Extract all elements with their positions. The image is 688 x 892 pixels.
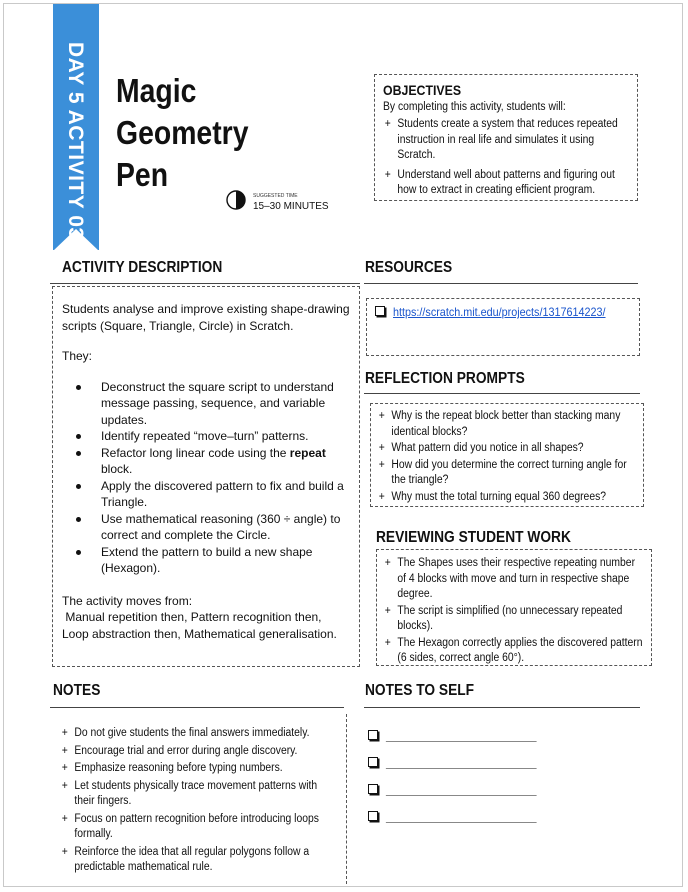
blank-line[interactable]: ________________________ [386,782,536,797]
reviewing-box [376,549,652,666]
clock-icon [226,190,246,210]
activity-item: Apply the discovered pattern to fix and build a Triangle. [62,478,350,511]
objectives-intro: By completing this activity, students will: [383,101,566,113]
reflection-item: + How did you determine the correct turning angle for the triangle? [377,458,638,489]
objective-item: + Students create a system that reduces repeated instruction in real life and simulates it using Scratch. [383,117,626,164]
reviewing-item: + The script is simplified (no unnecessary repeated blocks). [383,604,646,635]
resource-link[interactable]: https://scratch.mit.edu/projects/1317614223/ [393,305,606,319]
activity-moves-line-2: Loop abstraction then, Mathematical generalisation. [62,626,337,641]
reflection-heading: REFLECTION PROMPTS [365,370,525,387]
reflection-box [370,403,644,507]
activity-item-refactor [62,445,350,478]
reflection-item: + Why is the repeat block better than stacking many identical blocks? [377,409,638,440]
note-item: + Encourage trial and error during angle discovery. [60,744,330,760]
note-item: + Do not give students the final answers immediately. [60,726,330,742]
activity-item: Identify repeated “move–turn” patterns. [62,428,350,445]
notes-to-self-divider [364,707,640,708]
suggested-time-label: SUGGESTED TIME [253,193,298,199]
reviewing-heading: REVIEWING STUDENT WORK [376,529,571,546]
note-line-row [368,728,536,755]
note-line-row [368,809,536,836]
objective-item: + Understand well about patterns and figuring out how to extract in creating efficient program. [383,168,626,199]
day-ribbon [53,4,99,250]
activity-item: Deconstruct the square script to understand message passing, sequence, and variable updates. [62,379,350,429]
title-line-2: Pen [116,156,169,193]
resources-heading: RESOURCES [365,259,453,276]
notes-to-self-lines [368,728,536,836]
reviewing-item: + The Shapes uses their respective repeating number of 4 blocks with move and turn in respective shape degree. [383,556,646,603]
objectives-heading: OBJECTIVES [383,82,462,98]
reviewing-list [383,556,646,667]
note-line-row [368,755,536,782]
activity-item: Use mathematical reasoning (360 ÷ angle) to correct and complete the Circle. [62,511,350,544]
activity-list [62,379,350,577]
reflection-item: + Why must the total turning equal 360 degrees? [377,490,638,506]
reviewing-item: + The Hexagon correctly applies the discovered pattern (6 sides, correct angle 60°). [383,636,646,667]
checkbox-icon[interactable] [368,757,378,767]
note-line-row [368,782,536,809]
title-line-1: Magic Geometry [116,72,249,151]
checkbox-icon[interactable] [375,306,385,316]
checkbox-icon[interactable] [368,730,378,740]
page-title [116,70,322,196]
note-item: + Reinforce the idea that all regular polygons follow a predictable mathematical rule. [60,845,330,876]
suggested-time-value: 15–30 MINUTES [253,201,329,212]
ribbon-text: DAY 5 ACTIVITY 03 [64,42,87,240]
activity-they: They: [62,349,93,363]
activity-intro: Students analyse and improve existing shape-drawing scripts (Square, Triangle, Circle) in Scratch. [62,302,350,333]
reflection-item: + What pattern did you notice in all shapes? [377,441,638,457]
note-item: + Focus on pattern recognition before introducing loops formally. [60,812,330,843]
objectives-box [374,74,638,201]
notes-vertical-divider [346,714,347,884]
resources-divider [364,283,638,284]
blank-line[interactable]: ________________________ [386,755,536,770]
note-item: + Let students physically trace movement patterns with their fingers. [60,779,330,810]
activity-moves-line-1: Manual repetition then, Pattern recognition then, [62,610,322,624]
objectives-list [383,117,626,199]
checkbox-icon[interactable] [368,784,378,794]
notes-divider [50,707,344,708]
activity-heading: ACTIVITY DESCRIPTION [62,259,223,276]
repeat-keyword: repeat [289,445,326,460]
reflection-list [377,409,638,505]
activity-item: Extend the pattern to build a new shape (Hexagon). [62,544,350,577]
notes-to-self-heading: NOTES TO SELF [365,682,475,699]
resources-box [366,298,640,356]
activity-moves-heading: The activity moves from: [62,593,193,608]
activity-box [52,286,360,667]
notes-list [60,726,330,876]
checkbox-icon[interactable] [368,811,378,821]
blank-line[interactable]: ________________________ [386,728,536,743]
blank-line[interactable]: ________________________ [386,809,536,824]
refactor-text-end: block. [101,462,133,476]
reflection-divider [364,393,640,394]
notes-heading: NOTES [53,682,101,699]
activity-divider [50,283,360,284]
refactor-text: Refactor long linear code using the [101,445,290,460]
worksheet-page [3,3,683,887]
note-item: + Emphasize reasoning before typing numbers. [60,761,330,777]
